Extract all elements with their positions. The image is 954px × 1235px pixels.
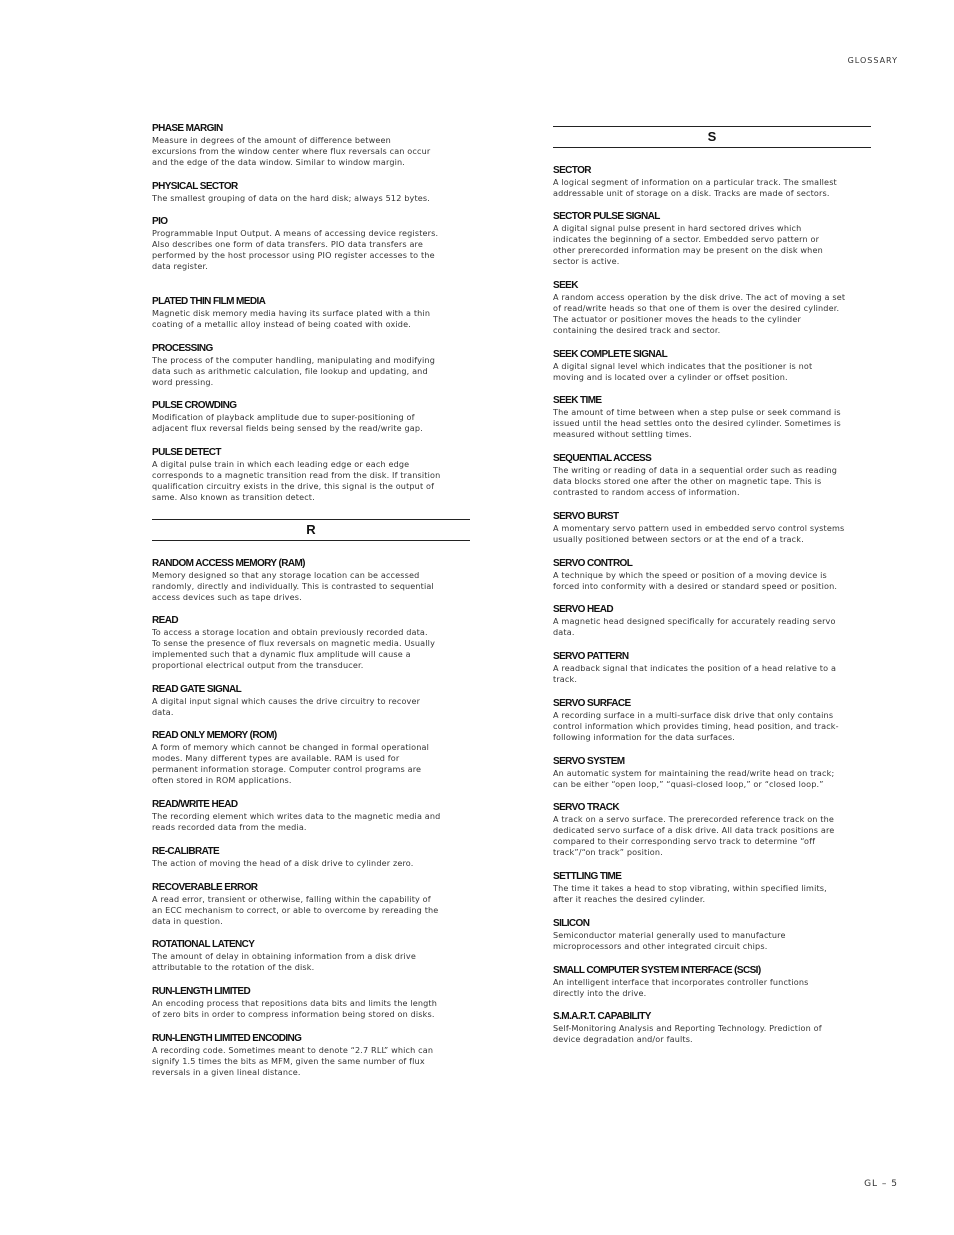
entry-definition: Memory designed so that any storage location can be accessed randomly, directly and individually. This is contrasted to sequential access devices such as tape drives. (152, 570, 434, 602)
entry-term: SERVO TRACK (553, 802, 620, 813)
entry-definition: The amount of time between when a step pulse or seek command is issued until the head settles onto the desired cylinder. Sometimes is measured without settling times. (553, 407, 841, 439)
entry-definition: A technique by which the speed or position of a moving device is forced into conformity with a desired or standard speed or position. (553, 570, 838, 591)
entry-definition: Programmable Input Output. A means of accessing device registers. Also describes one form of data transfers. PIO data transfers are performed by the host processor using PIO register accesses to the data register. (152, 228, 439, 271)
entry-term: RANDOM ACCESS MEMORY (RAM) (152, 558, 305, 569)
entry-definition: A random access operation by the disk drive. The act of moving a set of read/write heads so that one of them is over the desired cylinder. The actuator or positioner moves the heads to the cylinder containing the desired track and sector. (553, 292, 846, 335)
glossary-entry-servo-system (553, 756, 871, 790)
glossary-entry-run-length-limited-encoding (152, 1033, 470, 1078)
glossary-entry-servo-surface (553, 698, 871, 743)
entry-definition: The recording element which writes data to the magnetic media and reads recorded data from the media. (152, 811, 441, 832)
entry-definition: A momentary servo pattern used in embedded servo control systems usually positioned between sectors or at the end of a track. (553, 523, 845, 544)
entry-term: RUN-LENGTH LIMITED (152, 986, 251, 997)
glossary-entry-read (152, 615, 470, 671)
glossary-entry-seek (553, 280, 871, 336)
glossary-entry-smart-capability (553, 1011, 871, 1045)
glossary-entry-servo-burst (553, 511, 871, 545)
entry-term: RUN-LENGTH LIMITED ENCODING (152, 1033, 302, 1044)
glossary-entry-physical-sector (152, 181, 470, 204)
section-header-s: S (553, 126, 871, 148)
entry-definition: An intelligent interface that incorporates controller functions directly into the drive. (553, 977, 809, 998)
entry-term: SETTLING TIME (553, 871, 622, 882)
entry-definition: To access a storage location and obtain previously recorded data. To sense the presence of flux reversals on magnetic media. Usually implemented such that a dynamic flux amplitude will cause a proportional electrical output from the transducer. (152, 627, 436, 670)
glossary-entry-servo-head (553, 604, 871, 638)
entry-definition: Self-Monitoring Analysis and Reporting Technology. Prediction of device degradation and/or faults. (553, 1023, 822, 1044)
entry-definition: Measure in degrees of the amount of difference between excursions from the window center where flux reversals can occur and the edge of the data window. Similar to window margin. (152, 135, 431, 167)
entry-term: SERVO CONTROL (553, 558, 633, 569)
glossary-entry-silicon (553, 918, 871, 952)
entry-term: SECTOR (553, 165, 591, 176)
entry-definition: A digital signal level which indicates that the positioner is not moving and is located over a cylinder or offset position. (553, 361, 813, 382)
section-header-r: R (152, 519, 470, 541)
entry-term: SEEK TIME (553, 395, 602, 406)
entry-term: SMALL COMPUTER SYSTEM INTERFACE (SCSI) (553, 965, 761, 976)
entry-definition: The amount of delay in obtaining information from a disk drive attributable to the rotation of the disk. (152, 951, 417, 972)
entry-definition: A digital pulse train in which each leading edge or each edge corresponds to a magnetic transition read from the disk. If transition qualification circuitry exists in the drive, this signal is the output of same. Also known as transition detect. (152, 459, 441, 502)
entry-term: READ GATE SIGNAL (152, 684, 242, 695)
glossary-entry-pulse-crowding (152, 400, 470, 434)
glossary-entry-re-calibrate (152, 846, 470, 869)
entry-definition: A readback signal that indicates the position of a head relative to a track. (553, 663, 837, 684)
entry-term: READ (152, 615, 178, 626)
entry-definition: The time it takes a head to stop vibrating, within specified limits, after it reaches the desired cylinder. (553, 883, 827, 904)
entry-definition: An automatic system for maintaining the read/write head on track; can be either “open loop,” “quasi-closed loop,” or “closed loop.” (553, 768, 835, 789)
entry-term: PULSE CROWDING (152, 400, 237, 411)
glossary-entry-plated-thin-film-media (152, 296, 470, 330)
glossary-entry-settling-time (553, 871, 871, 905)
entry-term: SERVO HEAD (553, 604, 613, 615)
glossary-entry-rotational-latency (152, 939, 470, 973)
entry-definition: A digital signal pulse present in hard sectored drives which indicates the beginning of a sector. Embedded servo pattern or other prerecorded information may be present on the disk when sector is active. (553, 223, 823, 266)
entry-term: ROTATIONAL LATENCY (152, 939, 255, 950)
entry-definition: A recording code. Sometimes meant to denote “2.7 RLL” which can signify 1.5 times the bits as MFM, given the same number of flux reversals in a given lineal distance. (152, 1045, 434, 1077)
glossary-entry-seek-time (553, 395, 871, 440)
glossary-entry-pulse-detect (152, 447, 470, 503)
entry-term: SERVO PATTERN (553, 651, 629, 662)
glossary-entry-servo-pattern (553, 651, 871, 685)
entry-term: S.M.A.R.T. CAPABILITY (553, 1011, 651, 1022)
glossary-entry-servo-control (553, 558, 871, 592)
entry-definition: An encoding process that repositions data bits and limits the length of zero bits in order to compress information being stored on disks. (152, 998, 438, 1019)
entry-term: SERVO BURST (553, 511, 619, 522)
entry-definition: A magnetic head designed specifically for accurately reading servo data. (553, 616, 836, 637)
entry-definition: A form of memory which cannot be changed in formal operational modes. Many different types are available. RAM is used for permanent information storage. Computer control programs are often stored in ROM applications. (152, 742, 429, 785)
entry-term: SERVO SURFACE (553, 698, 631, 709)
entry-term: PROCESSING (152, 343, 213, 354)
page-number: GL – 5 (864, 1179, 898, 1189)
glossary-entry-sector (553, 165, 871, 199)
entry-term: READ ONLY MEMORY (ROM) (152, 730, 277, 741)
entry-term: SEEK (553, 280, 578, 291)
entry-term: READ/WRITE HEAD (152, 799, 238, 810)
entry-term: PIO (152, 216, 168, 227)
glossary-entry-servo-track (553, 802, 871, 858)
glossary-entry-pio (152, 216, 470, 272)
entry-term: SEEK COMPLETE SIGNAL (553, 349, 668, 360)
glossary-entry-recoverable-error (152, 882, 470, 927)
entry-term: SERVO SYSTEM (553, 756, 625, 767)
entry-definition: The process of the computer handling, manipulating and modifying data such as arithmetic calculation, file lookup and updating, and word pressing. (152, 355, 436, 387)
entry-definition: The writing or reading of data in a sequential order such as reading data blocks stored one after the other on magnetic tape. This is contrasted to random access of information. (553, 465, 838, 497)
entry-definition: A read error, transient or otherwise, falling within the capability of an ECC mechanism to correct, or able to overcome by rereading the data in question. (152, 894, 439, 926)
glossary-entry-read-write-head (152, 799, 470, 833)
entry-term: RE-CALIBRATE (152, 846, 220, 857)
glossary-entry-phase-margin (152, 123, 470, 168)
entry-definition: Modification of playback amplitude due to super-positioning of adjacent flux reversal fields being sensed by the read/write gap. (152, 412, 423, 433)
glossary-entry-run-length-limited (152, 986, 470, 1020)
entry-definition: The action of moving the head of a disk drive to cylinder zero. (152, 858, 414, 868)
entry-definition: A digital input signal which causes the drive circuitry to recover data. (152, 696, 421, 717)
entry-term: RECOVERABLE ERROR (152, 882, 258, 893)
entry-term: PULSE DETECT (152, 447, 221, 458)
running-head: GLOSSARY (847, 56, 898, 65)
entry-term: SILICON (553, 918, 590, 929)
entry-term: SECTOR PULSE SIGNAL (553, 211, 660, 222)
entry-definition: A logical segment of information on a particular track. The smallest addressable unit of storage on a disk. Tracks are made of sectors. (553, 177, 837, 198)
entry-definition: Semiconductor material generally used to manufacture microprocessors and other integrated circuit chips. (553, 930, 786, 951)
entry-definition: The smallest grouping of data on the hard disk; always 512 bytes. (152, 193, 430, 203)
glossary-entry-read-gate-signal (152, 684, 470, 718)
entry-term: SEQUENTIAL ACCESS (553, 453, 652, 464)
entry-definition: A track on a servo surface. The prerecorded reference track on the dedicated servo surface of a disk drive. All data track positions are compared to their corresponding servo track to determine “off track”/“on track” position. (553, 814, 835, 857)
glossary-entry-scsi (553, 965, 871, 999)
glossary-entry-sequential-access (553, 453, 871, 498)
glossary-entry-seek-complete-signal (553, 349, 871, 383)
glossary-entry-processing (152, 343, 470, 388)
glossary-entry-read-only-memory (152, 730, 470, 786)
glossary-entry-sector-pulse-signal (553, 211, 871, 267)
entry-definition: A recording surface in a multi-surface disk drive that only contains control information which provides timing, head position, and track- following information for the data surfaces. (553, 710, 839, 742)
glossary-entry-random-access-memory (152, 558, 470, 603)
entry-term: PLATED THIN FILM MEDIA (152, 296, 266, 307)
entry-definition: Magnetic disk memory media having its surface plated with a thin coating of a metallic alloy instead of being coated with oxide. (152, 308, 431, 329)
entry-term: PHASE MARGIN (152, 123, 223, 134)
entry-term: PHYSICAL SECTOR (152, 181, 238, 192)
